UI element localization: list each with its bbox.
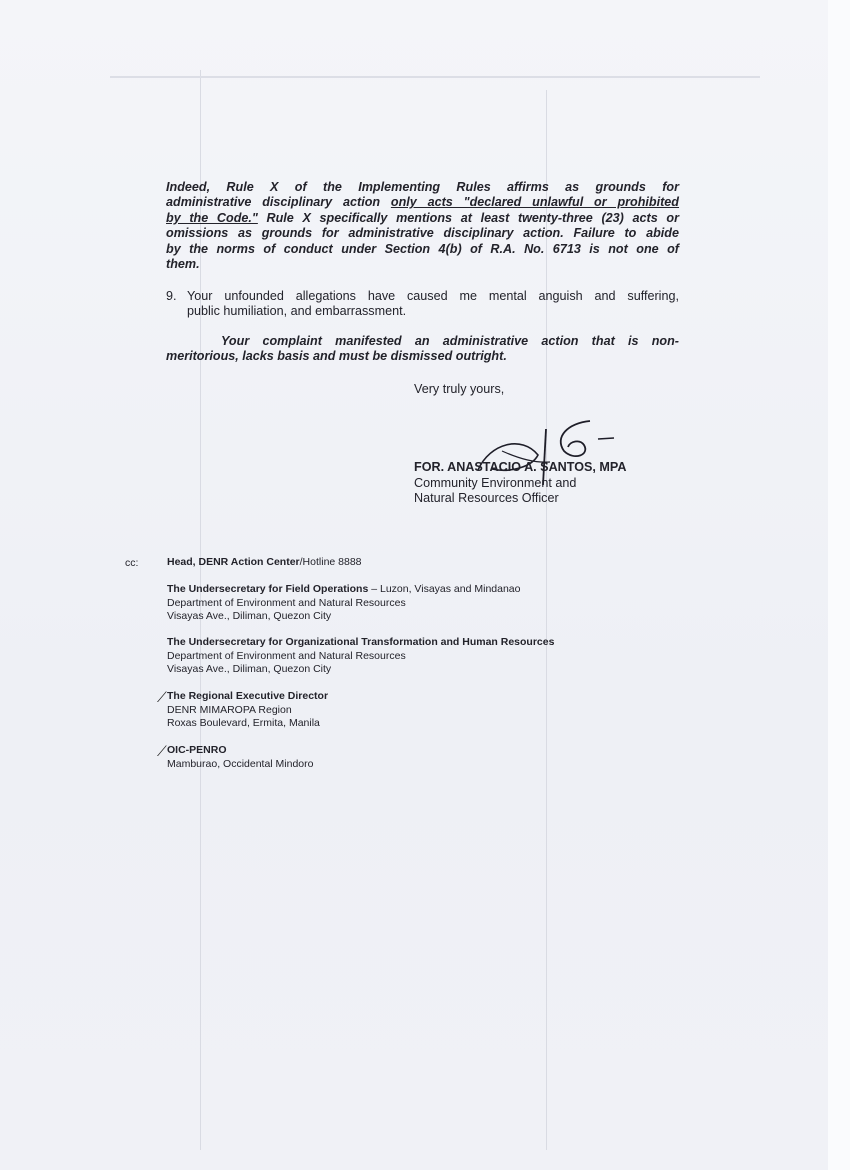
text-line <box>166 211 679 226</box>
recipient-line: Visayas Ave., Diliman, Quezon City <box>167 663 332 676</box>
conclusion-paragraph <box>166 334 679 365</box>
recipient-line: Roxas Boulevard, Ermita, Manila <box>167 717 320 730</box>
recipient-name: OIC-PENRO <box>167 744 227 756</box>
cc-recipient <box>167 744 313 771</box>
signatory-title: Natural Resources Officer <box>414 491 559 506</box>
closing: Very truly yours, <box>414 382 505 396</box>
recipient-suffix: – Luzon, Visayas and Mindanao <box>368 583 521 595</box>
recipient-line: Visayas Ave., Diliman, Quezon City <box>167 610 332 623</box>
rule-x-paragraph <box>166 180 679 272</box>
text-line: omissions as grounds for administrative disciplinary action. Failure to abide <box>166 226 679 241</box>
scan-edge <box>828 0 850 1170</box>
cc-recipient <box>167 690 328 731</box>
text-span: Your unfounded allegations have caused me mental anguish and suffering, <box>187 289 679 303</box>
text-line: them. <box>166 257 200 272</box>
recipient-line: Department of Environment and Natural Resources <box>167 596 406 609</box>
text-span: administrative disciplinary action <box>166 195 391 210</box>
cc-recipient <box>167 636 554 677</box>
signature-block <box>414 460 626 507</box>
text-line: Indeed, Rule X of the Implementing Rules affirms as grounds for <box>166 180 679 194</box>
underlined-quote: only acts "declared unlawful or prohibited <box>390 195 680 210</box>
text-line: public humiliation, and embarrassment. <box>187 304 407 319</box>
recipient-line: Department of Environment and Natural Resources <box>167 649 406 662</box>
recipient-line: Mamburao, Occidental Mindoro <box>167 757 314 770</box>
recipient-suffix: /Hotline 8888 <box>299 556 362 568</box>
recipient-line: DENR MIMAROPA Region <box>167 703 292 716</box>
recipient-name: Head, DENR Action Center <box>167 556 300 568</box>
scan-artifact-line <box>110 76 760 78</box>
signatory-name: FOR. ANASTACIO A. SANTOS, MPA <box>414 460 627 474</box>
recipient-name: The Regional Executive Director <box>167 690 329 702</box>
text-span: Rule X specifically mentions at least twenty-three (23) acts or <box>257 210 679 225</box>
underlined-quote: by the Code." <box>166 210 258 225</box>
text-line: Your complaint manifested an administrative action that is non- <box>221 334 679 348</box>
text-line: meritorious, lacks basis and must be dismissed outright. <box>166 349 507 364</box>
text-line <box>166 289 679 304</box>
handwritten-check-mark: ⟋ <box>157 689 167 705</box>
text-line: by the norms of conduct under Section 4(b) of R.A. No. 6713 is not one of <box>166 241 679 256</box>
item-number: 9. <box>166 289 177 303</box>
handwritten-check-mark: ⟋ <box>157 743 167 759</box>
text-line <box>166 195 679 210</box>
recipient-name: The Undersecretary for Organizational Transformation and Human Resources <box>167 636 555 648</box>
cc-recipient <box>167 556 362 570</box>
item-9 <box>166 289 679 320</box>
cc-recipient <box>167 583 520 624</box>
recipient-name: The Undersecretary for Field Operations <box>167 583 369 595</box>
cc-label: cc: <box>125 557 139 569</box>
signatory-title: Community Environment and <box>414 475 577 490</box>
